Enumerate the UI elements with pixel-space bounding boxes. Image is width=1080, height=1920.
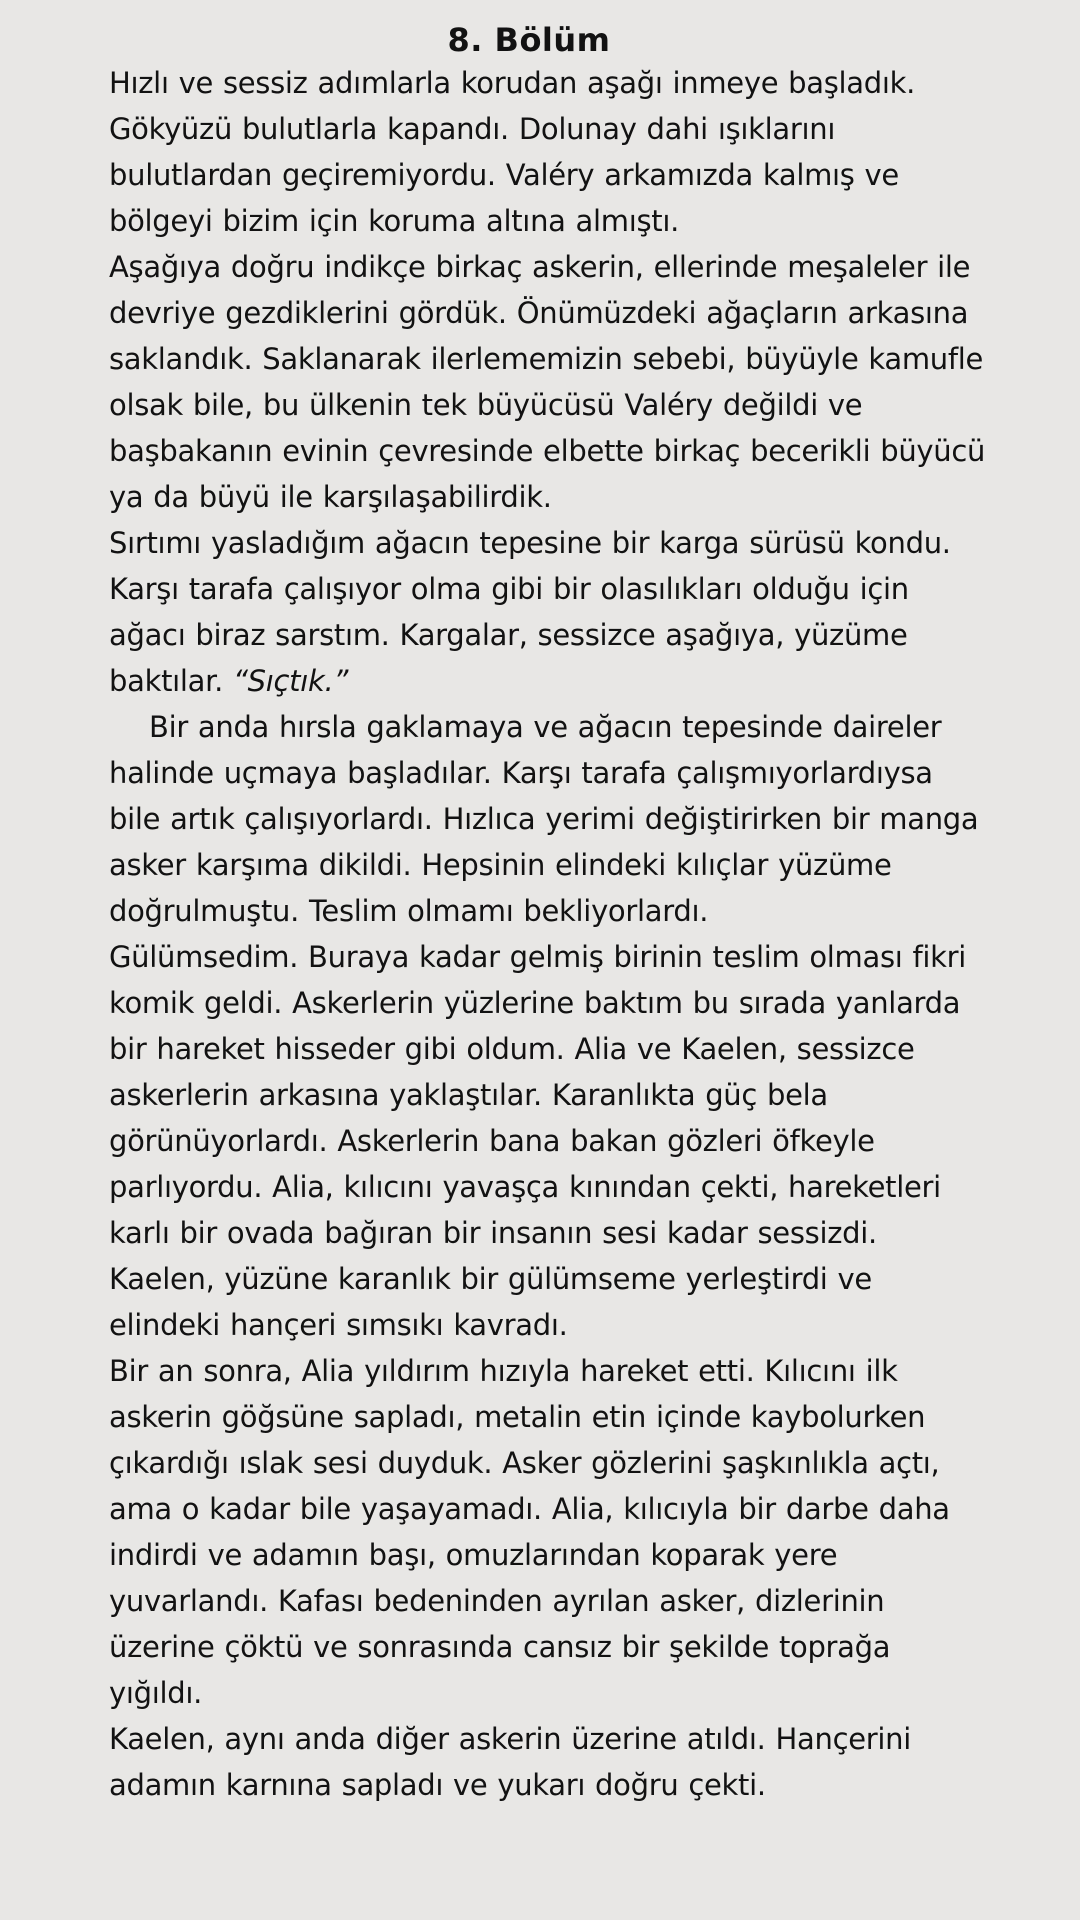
book-page [109, 14, 989, 1808]
paragraph-3 [109, 520, 989, 704]
paragraph-7-text: Kaelen, aynı anda diğer askerin üzerine atıldı. Hançerini adamın karnına sapladı ve yukarı doğru çekti. [109, 1722, 911, 1802]
paragraph-7 [109, 1716, 989, 1808]
paragraph-4-text: Bir anda hırsla gaklamaya ve ağacın tepesinde daireler halinde uçmaya başladılar. Karşı tarafa çalışmıyorlardıysa bile artık çalışıyorlardı. Hızlıca yerimi değiştirirken bir manga asker karşıma dikildi. Hepsinin elindeki kılıçlar yüzüme doğrulmuştu. Teslim olmamı bekliyorlardı. [109, 710, 979, 928]
paragraph-1 [109, 60, 989, 244]
paragraph-6 [109, 1348, 989, 1716]
paragraph-6-text: Bir an sonra, Alia yıldırım hızıyla hareket etti. Kılıcını ilk askerin göğsüne sapladı, metalin etin içinde kaybolurken çıkardığı ıslak sesi duyduk. Asker gözlerini şaşkınlıkla açtı, ama o kadar bile yaşayamadı. Alia, kılıcıyla bir darbe daha indirdi ve adamın başı, omuzlarından koparak yere yuvarlandı. Kafası bedeninden ayrılan asker, dizlerinin üzerine çöktü ve sonrasında cansız bir şekilde toprağa yığıldı. [109, 1354, 950, 1710]
paragraph-5-text: Gülümsedim. Buraya kadar gelmiş birinin teslim olması fikri komik geldi. Askerlerin yüzlerine baktım bu sırada yanlarda bir hareket hisseder gibi oldum. Alia ve Kaelen, sessizce askerlerin arkasına yaklaştılar. Karanlıkta güç bela görünüyorlardı. Askerlerin bana bakan gözleri öfkeyle parlıyordu. Alia, kılıcını yavaşça kınından çekti, hareketleri karlı bir ovada bağıran bir insanın sesi kadar sessizdi. Kaelen, yüzüne karanlık bir gülümseme yerleştirdi ve elindeki hançeri sımsıkı kavradı. [109, 940, 967, 1342]
paragraph-5 [109, 934, 989, 1348]
paragraph-3-italic-thought: “Sıçtık.” [232, 664, 349, 698]
paragraph-1-text: Hızlı ve sessiz adımlarla korudan aşağı inmeye başladık. Gökyüzü bulutlarla kapandı. Dolunay dahi ışıklarını bulutlardan geçiremiyordu. Valéry arkamızda kalmış ve bölgeyi bizim için koruma altına almıştı. [109, 66, 916, 238]
paragraph-2 [109, 244, 989, 520]
paragraph-2-text: Aşağıya doğru indikçe birkaç askerin, ellerinde meşaleler ile devriye gezdiklerini gördük. Önümüzdeki ağaçların arkasına saklandık. Saklanarak ilerlememizin sebebi, büyüyle kamufle olsak bile, bu ülkenin tek büyücüsü Valéry değildi ve başbakanın evinin çevresinde elbette birkaç becerikli büyücü ya da büyü ile karşılaşabilirdik. [109, 250, 986, 514]
paragraph-4 [109, 704, 989, 934]
paragraph-3-text: Sırtımı yasladığım ağacın tepesine bir karga sürüsü kondu. Karşı tarafa çalışıyor olma gibi bir olasılıkları olduğu için ağacı biraz sarstım. Kargalar, sessizce aşağıya, yüzüme baktılar. [109, 526, 951, 698]
chapter-title: 8. Bölüm [447, 21, 611, 59]
